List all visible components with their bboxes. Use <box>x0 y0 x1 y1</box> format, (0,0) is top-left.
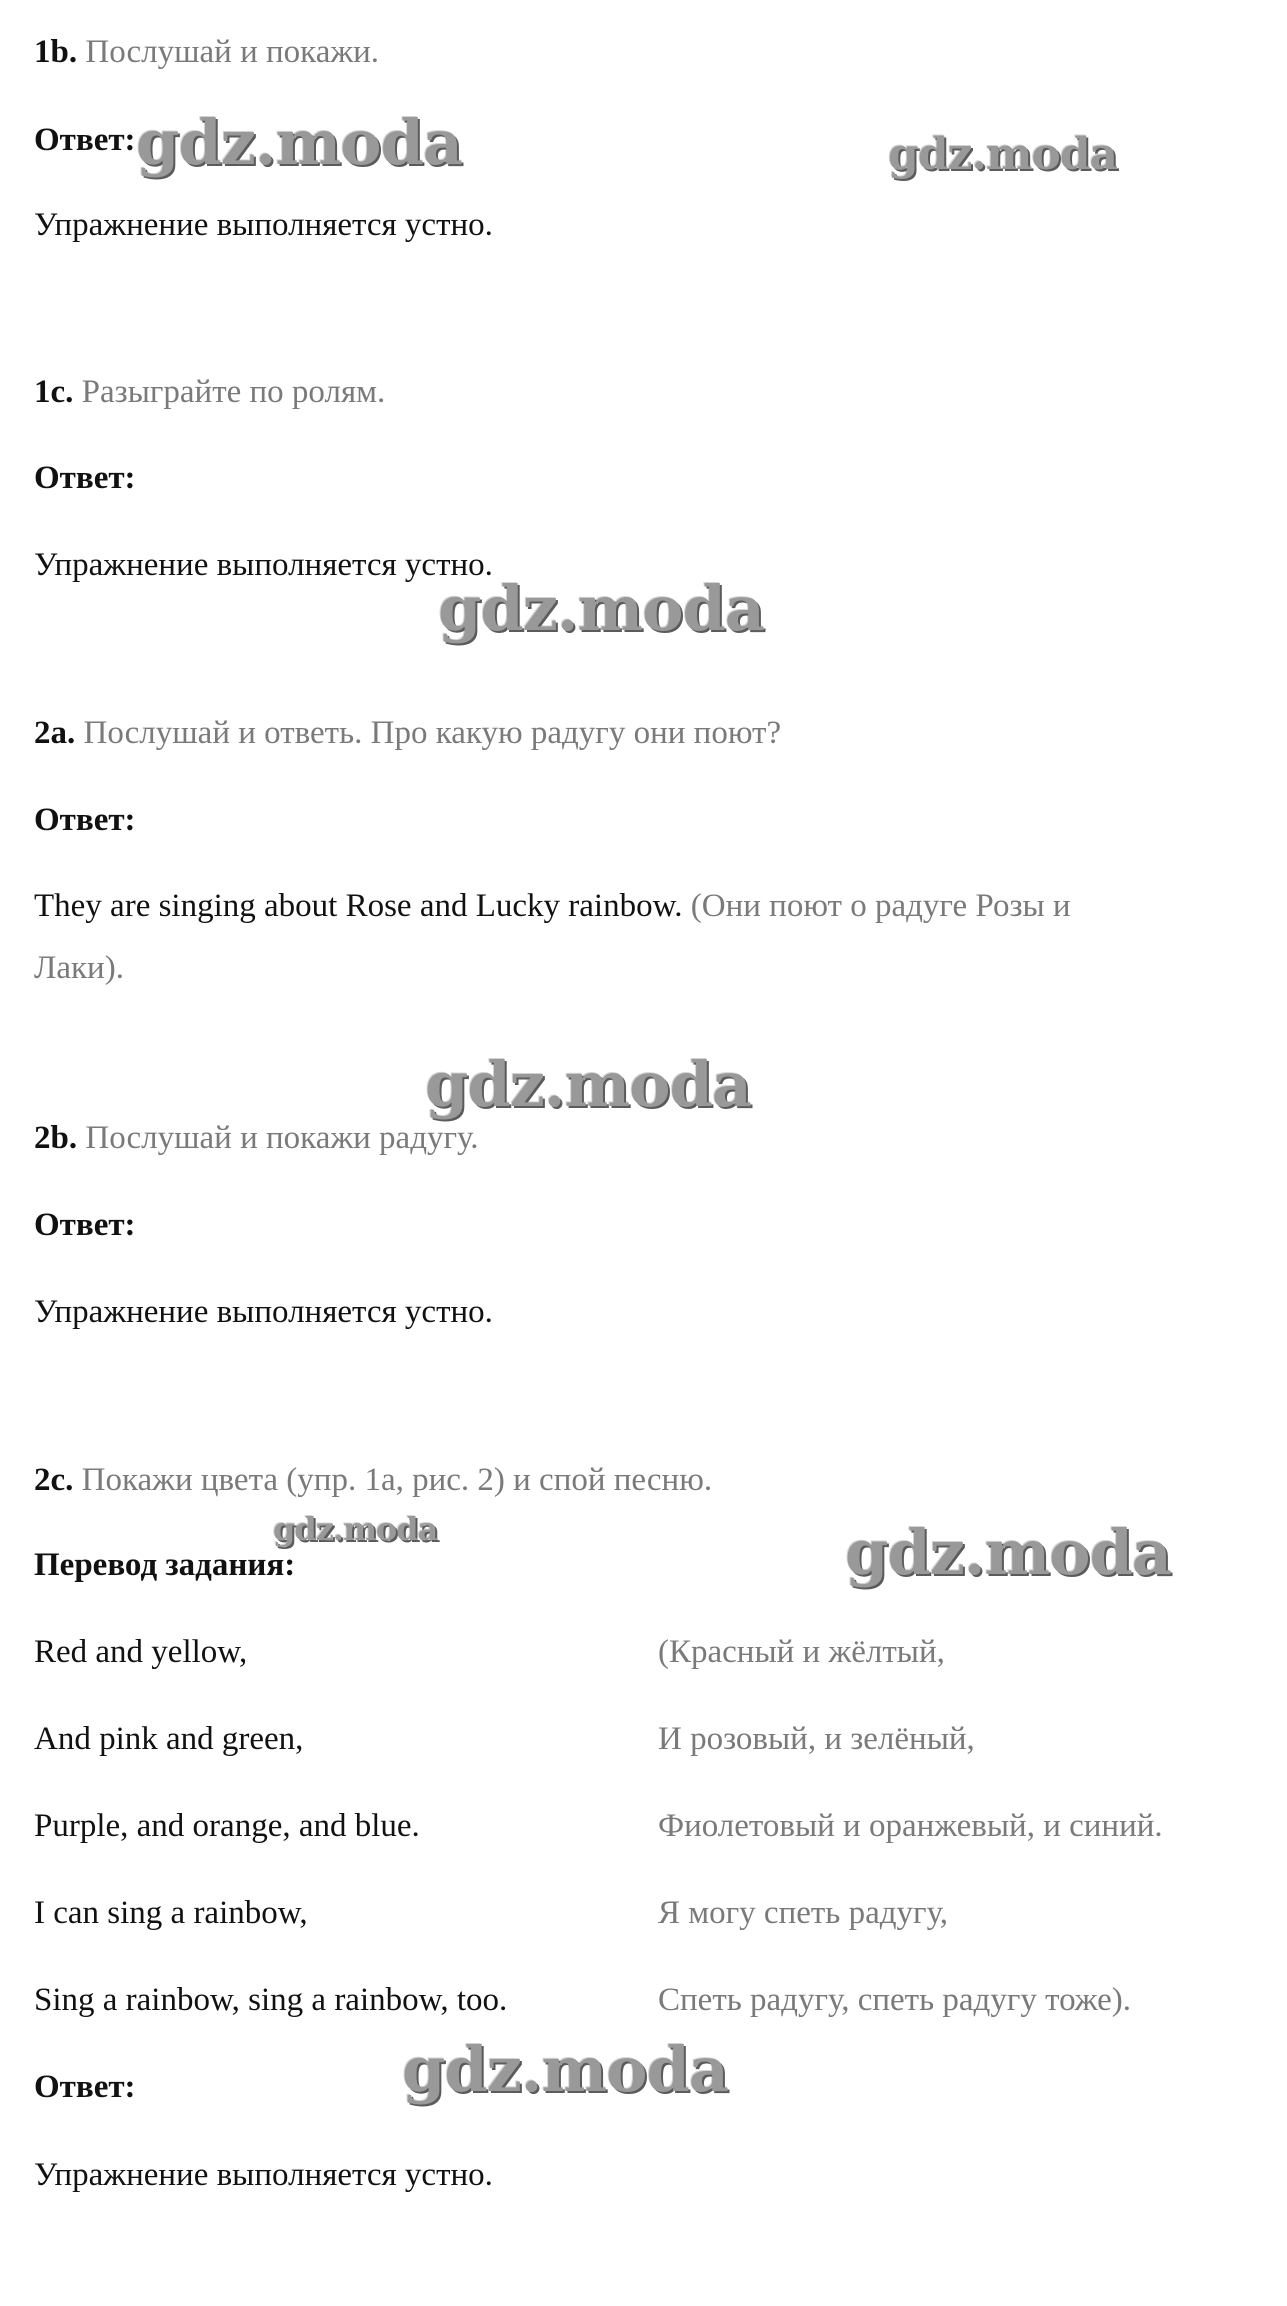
exercise-number: 2b. <box>34 1120 78 1156</box>
exercise-number: 1c. <box>34 374 74 410</box>
song-line-en: Red and yellow, <box>34 1634 248 1670</box>
answer-label: Ответ: <box>34 802 136 838</box>
watermark: gdz.moda <box>402 2033 728 2106</box>
answer-translation-continued: Лаки). <box>34 950 124 986</box>
exercise-number: 2c. <box>34 1462 74 1498</box>
translation-label: Перевод задания: <box>34 1547 296 1583</box>
answer-label: Ответ: <box>34 122 136 158</box>
song-line-ru: Спеть радугу, спеть радугу тоже). <box>658 1982 1132 2018</box>
exercise-task: Послушай и ответь. Про какую радугу они поют? <box>83 715 782 751</box>
answer-text: Упражнение выполняется устно. <box>34 547 493 583</box>
song-line-en: Sing a rainbow, sing a rainbow, too. <box>34 1982 508 2018</box>
exercise-task: Разыграйте по ролям. <box>81 374 386 410</box>
answer-text: Упражнение выполняется устно. <box>34 1294 493 1330</box>
answer-label: Ответ: <box>34 460 136 496</box>
answer-translation: (Они поют о радуге Розы и <box>690 888 1071 924</box>
section-2a-heading <box>34 713 781 753</box>
watermark: gdz.moda <box>273 1510 438 1548</box>
song-line-ru: (Красный и жёлтый, <box>658 1634 945 1670</box>
exercise-task: Послушай и покажи. <box>85 34 380 70</box>
exercise-number: 1b. <box>34 34 78 70</box>
exercise-number: 2a. <box>34 715 76 751</box>
song-line-ru: Фиолетовый и оранжевый, и синий. <box>658 1808 1163 1844</box>
section-2b-heading <box>34 1118 478 1158</box>
exercise-task: Послушай и покажи радугу. <box>85 1120 479 1156</box>
section-1b-heading <box>34 32 379 72</box>
answer-text: Упражнение выполняется устно. <box>34 207 493 243</box>
section-2c-heading <box>34 1460 712 1500</box>
song-line-en: Purple, and orange, and blue. <box>34 1808 420 1844</box>
song-line-en: I can sing a rainbow, <box>34 1895 308 1931</box>
answer-label: Ответ: <box>34 2069 136 2105</box>
watermark: gdz.moda <box>438 572 764 645</box>
exercise-task: Покажи цвета (упр. 1a, рис. 2) и спой песню. <box>81 1462 713 1498</box>
watermark: gdz.moda <box>845 1516 1171 1589</box>
song-line-ru: И розовый, и зелёный, <box>658 1721 975 1757</box>
answer-text: They are singing about Rose and Lucky rainbow. <box>34 888 683 924</box>
song-line-en: And pink and green, <box>34 1721 304 1757</box>
answer-text: Упражнение выполняется устно. <box>34 2157 493 2193</box>
section-1c-heading <box>34 372 385 412</box>
song-line-ru: Я могу спеть радугу, <box>658 1895 949 1931</box>
answer-text-line-1 <box>34 886 1071 926</box>
watermark: gdz.moda <box>425 1048 751 1121</box>
watermark: gdz.moda <box>136 106 462 179</box>
watermark: gdz.moda <box>888 129 1118 180</box>
answer-label: Ответ: <box>34 1207 136 1243</box>
